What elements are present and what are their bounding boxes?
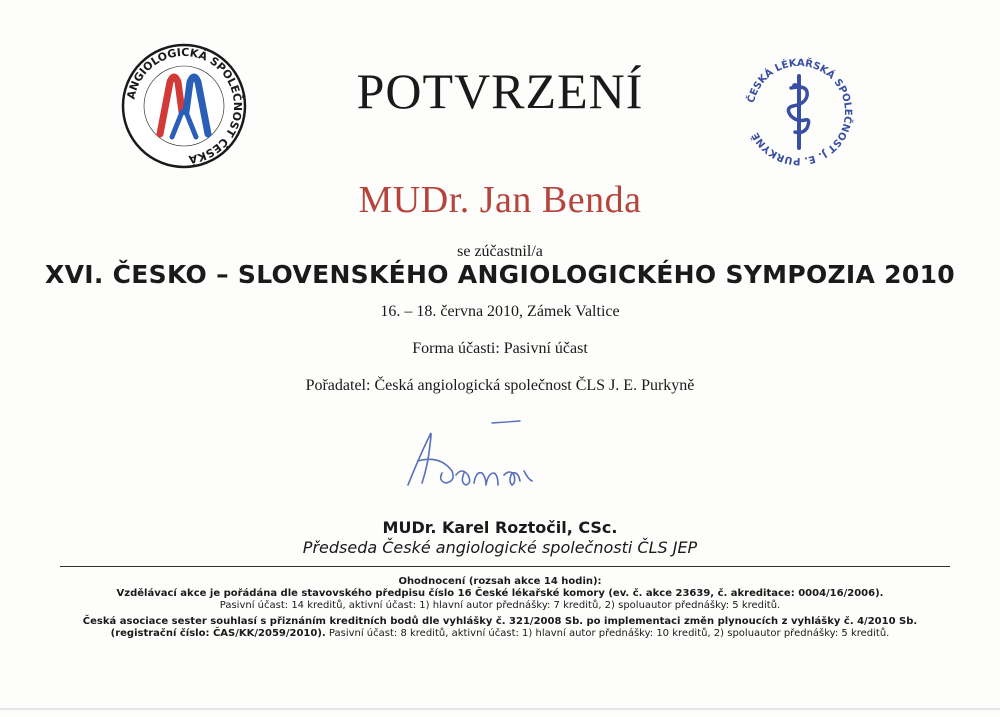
left-logo-ring-text: ANGIOLOGICKÁ SPOLEČNOST ČESKÁ: [124, 45, 245, 166]
footer-nurses-credits: Pasivní účast: 8 kreditů, aktivní účast: 1) hlavní autor přednášky: 10 kreditů, 2) spoluautor přednášky: 5 kreditů.: [325, 628, 890, 639]
recipient-name: MUDr. Jan Benda: [358, 179, 642, 221]
certificate-title: POTVRZENÍ: [356, 63, 644, 119]
footer-nurses-credits-line: [0, 628, 1000, 640]
footer-nurses-registration: (registrační číslo: ČAS/KK/2059/2010).: [110, 628, 326, 639]
event-dates-location: 16. – 18. června 2010, Zámek Valtice: [380, 303, 620, 320]
handwritten-signature: [400, 415, 560, 500]
participation-text: se zúčastnil/a: [457, 243, 543, 260]
event-organizer: Pořadatel: Česká angiologická společnost ČLS J. E. Purkyně: [305, 377, 695, 394]
footer-credits-doctors: Pasivní účast: 14 kreditů, aktivní účast: 1) hlavní autor přednášky: 7 kreditů, 2) spoluautor přednášky: 5 kreditů.: [219, 600, 781, 611]
event-title: XVI. ČESKO – SLOVENSKÉHO ANGIOLOGICKÉHO SYMPOZIA 2010: [45, 260, 955, 289]
scan-bottom-edge: [0, 708, 1000, 710]
footer-divider: [60, 566, 950, 567]
signer-name: MUDr. Karel Roztočil, CSc.: [382, 518, 618, 537]
footer-accreditation: Vzdělávací akce je pořádána dle stavovského předpisu číslo 16 České lékařské komory (ev. č. akce 23639, č. akreditace: 0004/16/2006).: [116, 588, 884, 599]
footer-evaluation: Ohodnocení (rozsah akce 14 hodin):: [398, 576, 602, 587]
participation-form: Forma účasti: Pasivní účast: [412, 340, 588, 357]
right-logo-ring-text: ČESKÁ LÉKAŘSKÁ SPOLEČNOST J. E. PURKYNĚ: [745, 57, 854, 167]
footer-nurses-line: Česká asociace sester souhlasí s přiznáním kreditních bodů dle vyhlášky č. 321/2008 Sb. po implementaci změn plynoucích z vyhlášky č. 4/2010 Sb.: [82, 616, 918, 627]
signer-role: Předseda České angiologické společnosti ČLS JEP: [302, 538, 698, 557]
